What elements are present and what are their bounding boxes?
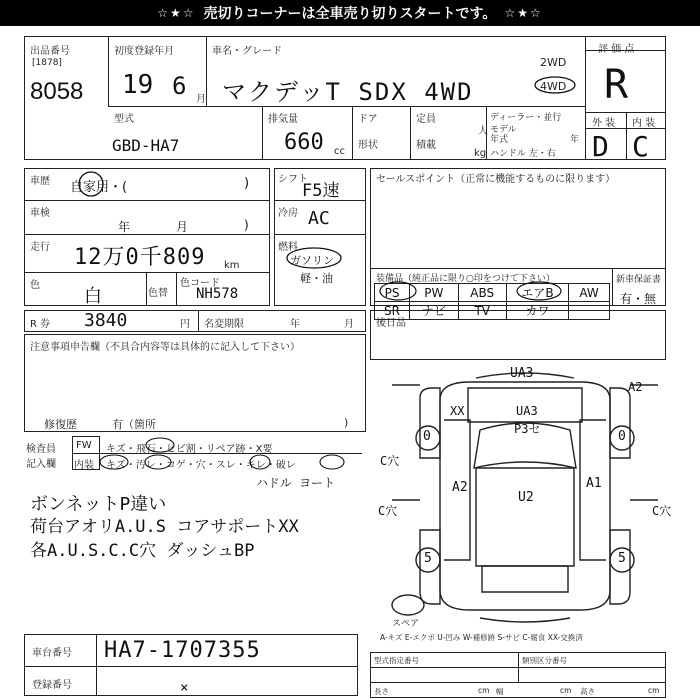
lot-label: 出品番号 bbox=[30, 46, 70, 57]
diagram-mark-12: C穴 bbox=[378, 504, 398, 518]
drive-4wd-circle bbox=[534, 76, 576, 94]
equip-sr: SR bbox=[375, 302, 410, 320]
int-label: 内装 bbox=[74, 460, 94, 471]
recycle-unit: 円 bbox=[180, 319, 190, 330]
new-warranty-options: 有・無 bbox=[620, 292, 657, 306]
shaken-close: ) bbox=[244, 218, 249, 232]
displacement-value: 660 bbox=[284, 130, 324, 155]
rating-int: C bbox=[632, 130, 649, 163]
aircon-label: 冷房 bbox=[278, 208, 298, 219]
shape-label: 形状 bbox=[358, 140, 378, 151]
note-line-3: 各A.U.S.C.C穴 ダッシュBP bbox=[30, 541, 255, 561]
regno-value: × bbox=[180, 680, 189, 696]
repair-label: 修復歴 bbox=[44, 418, 77, 431]
color-label: 色 bbox=[30, 280, 40, 291]
rating-ext: D bbox=[592, 130, 609, 163]
first-reg-year: 19 bbox=[122, 70, 154, 100]
int-items: キズ・汚レ・コゲ・穴・スレ・キレ・破レ bbox=[106, 460, 296, 471]
lot-number: 8058 bbox=[30, 78, 84, 105]
chassis-label: 車台番号 bbox=[32, 648, 72, 659]
recycle-row bbox=[24, 310, 366, 332]
displacement-label: 排気量 bbox=[268, 114, 298, 125]
equip-airbag: エアB bbox=[506, 284, 568, 302]
fw-label: FW bbox=[76, 440, 92, 451]
color-value: 白 bbox=[84, 286, 102, 307]
fuel-circle bbox=[286, 246, 342, 270]
history-label: 車歴 bbox=[30, 176, 50, 187]
drive-4wd: 4WD bbox=[540, 80, 567, 93]
dealer-year-unit: 年 bbox=[570, 135, 580, 145]
inspector-circles bbox=[100, 436, 360, 472]
damage-legend: A-キズ E-エクボ U-凹み W-補修跡 S-サビ C-腐食 XX-交換済 bbox=[380, 633, 583, 642]
diagram-mark-8: C穴 bbox=[380, 454, 400, 468]
category-label: 類別区分番号 bbox=[522, 656, 567, 665]
dealer-line3: 年式 bbox=[490, 135, 509, 145]
fw-items: キズ・飛石・ヒビ割・リペア跡・X要 bbox=[106, 444, 273, 455]
model-label: 型式 bbox=[114, 114, 134, 125]
dealer-line1: ディーラー・並行 bbox=[490, 113, 562, 123]
diagram-mark-7: 0 bbox=[618, 429, 626, 444]
repair-close: ) bbox=[344, 416, 349, 429]
back-label: 後日品 bbox=[376, 318, 406, 329]
history-circle bbox=[76, 170, 106, 198]
fuel-label: 燃料 bbox=[278, 242, 298, 253]
shift-value: F5速 bbox=[302, 181, 340, 201]
diagram-mark-9: A2 bbox=[452, 480, 468, 495]
header-banner bbox=[0, 0, 700, 26]
doors-label: ドア bbox=[358, 114, 378, 125]
diagram-mark-5: P3セ bbox=[514, 422, 541, 436]
capacity-label: 定員 bbox=[416, 114, 436, 125]
diagram-mark-1: UA3 bbox=[510, 366, 534, 381]
diagram-mark-4: UA3 bbox=[516, 404, 538, 418]
tax-month-unit: 月 bbox=[344, 319, 354, 330]
notes-label: 注意事項申告欄（不具合内容等は具体的に記入して下さい） bbox=[30, 342, 300, 353]
rating-int-label: 内 装 bbox=[632, 118, 656, 129]
lot-sub: [1878] bbox=[32, 58, 62, 68]
inspector-label1: 検査員 bbox=[26, 444, 56, 455]
rating-ext-label: 外 装 bbox=[592, 118, 616, 129]
diagram-mark-3: XX bbox=[450, 404, 465, 418]
banner-stars-right: ☆★☆ bbox=[504, 6, 543, 20]
mileage-unit: km bbox=[224, 260, 240, 271]
equip-aw: AW bbox=[569, 284, 610, 302]
load-label: 積載 bbox=[416, 140, 436, 151]
width-label: 幅 bbox=[496, 687, 504, 696]
mileage-value: 12万0千809 bbox=[74, 245, 206, 270]
length-label: 長さ bbox=[374, 687, 389, 696]
equip-pw: PW bbox=[410, 284, 459, 302]
height-unit: cm bbox=[648, 686, 660, 695]
aircon-value: AC bbox=[308, 208, 330, 229]
fuel-value: ガソリン bbox=[290, 254, 334, 267]
diagram-mark-11: A1 bbox=[586, 476, 602, 491]
banner-stars-left: ☆★☆ bbox=[157, 6, 196, 20]
color-code: NH578 bbox=[196, 286, 239, 302]
equip-leather: カワ bbox=[506, 302, 568, 320]
diagram-mark-6: 0 bbox=[423, 429, 431, 444]
repair-value: 有（箇所 bbox=[112, 418, 156, 431]
note-line-2: 荷台アオリA.U.S コアサポートXX bbox=[30, 517, 299, 537]
width-unit: cm bbox=[560, 686, 572, 695]
first-reg-month-unit: 月 bbox=[196, 94, 206, 105]
car-name-value: マクデッT SDX 4WD bbox=[222, 78, 474, 106]
regno-label: 登録番号 bbox=[32, 680, 72, 691]
history-value: 自家用・( bbox=[70, 180, 128, 195]
new-warranty-label: 新車保証書 bbox=[616, 275, 662, 285]
shaken-label: 車検 bbox=[30, 208, 50, 219]
color-code-label: 色コード bbox=[180, 278, 220, 289]
recycle-label: R 券 bbox=[30, 319, 51, 330]
length-unit: cm bbox=[478, 686, 490, 695]
rating-score: R bbox=[604, 62, 629, 108]
first-reg-month: 6 bbox=[172, 72, 187, 100]
load-unit: kg bbox=[474, 148, 487, 159]
chassis-value: HA7-1707355 bbox=[104, 638, 261, 663]
equip-abs: ABS bbox=[458, 284, 506, 302]
capacity-unit: 人 bbox=[478, 126, 488, 137]
mileage-label: 走行 bbox=[30, 242, 50, 253]
banner-text: 売切りコーナーは全車売り切りスタートです。 bbox=[203, 6, 497, 22]
diagram-mark-10: U2 bbox=[518, 490, 534, 505]
model-value: GBD-HA7 bbox=[112, 136, 180, 155]
diagram-mark-15: 5 bbox=[618, 551, 626, 566]
history-close: ) bbox=[244, 176, 250, 191]
displacement-unit: cc bbox=[334, 146, 345, 157]
fuel-options: 軽・油 bbox=[300, 272, 333, 285]
drive-2wd: 2WD bbox=[540, 56, 567, 69]
color-tone-label: 色替 bbox=[148, 288, 168, 299]
spare-label: スペア bbox=[392, 619, 420, 629]
rating-label: 評 価 点 bbox=[598, 44, 635, 55]
designation-label: 型式指定番号 bbox=[374, 656, 419, 665]
height-label: 高さ bbox=[580, 687, 595, 696]
dealer-line4: ハンドル 左・右 bbox=[490, 149, 556, 159]
shift-label: シフト bbox=[278, 174, 308, 185]
inspector-hw-note: ハドル ヨート bbox=[256, 476, 335, 490]
tax-label: 名変期限 bbox=[204, 319, 244, 330]
car-name-label: 車名・グレード bbox=[212, 46, 282, 57]
diagram-mark-14: 5 bbox=[424, 551, 432, 566]
equip-navi: ナビ bbox=[410, 302, 459, 320]
inspector-label2: 記入欄 bbox=[26, 459, 56, 470]
tax-year-unit: 年 bbox=[290, 319, 300, 330]
dealer-line2: モデル bbox=[490, 125, 517, 135]
diagram-mark-2: A2 bbox=[628, 380, 643, 394]
equipment-label: 装備品（純正品に限り○印をつけて下さい） bbox=[376, 274, 555, 284]
first-reg-label: 初度登録年月 bbox=[114, 46, 174, 57]
shaken-month-unit: 月 bbox=[176, 220, 189, 234]
equipment-circles bbox=[374, 280, 614, 302]
recycle-value: 3840 bbox=[84, 310, 128, 331]
back-items-box bbox=[370, 310, 666, 360]
equip-ps: PS bbox=[375, 284, 410, 302]
sales-points-label: セールスポイント（正常に機能するものに限ります） bbox=[376, 174, 616, 185]
shaken-year-unit: 年 bbox=[118, 220, 131, 234]
equip-tv: TV bbox=[458, 302, 506, 320]
note-line-1: ボンネットP違い bbox=[30, 494, 167, 515]
diagram-mark-13: C穴 bbox=[652, 504, 672, 518]
